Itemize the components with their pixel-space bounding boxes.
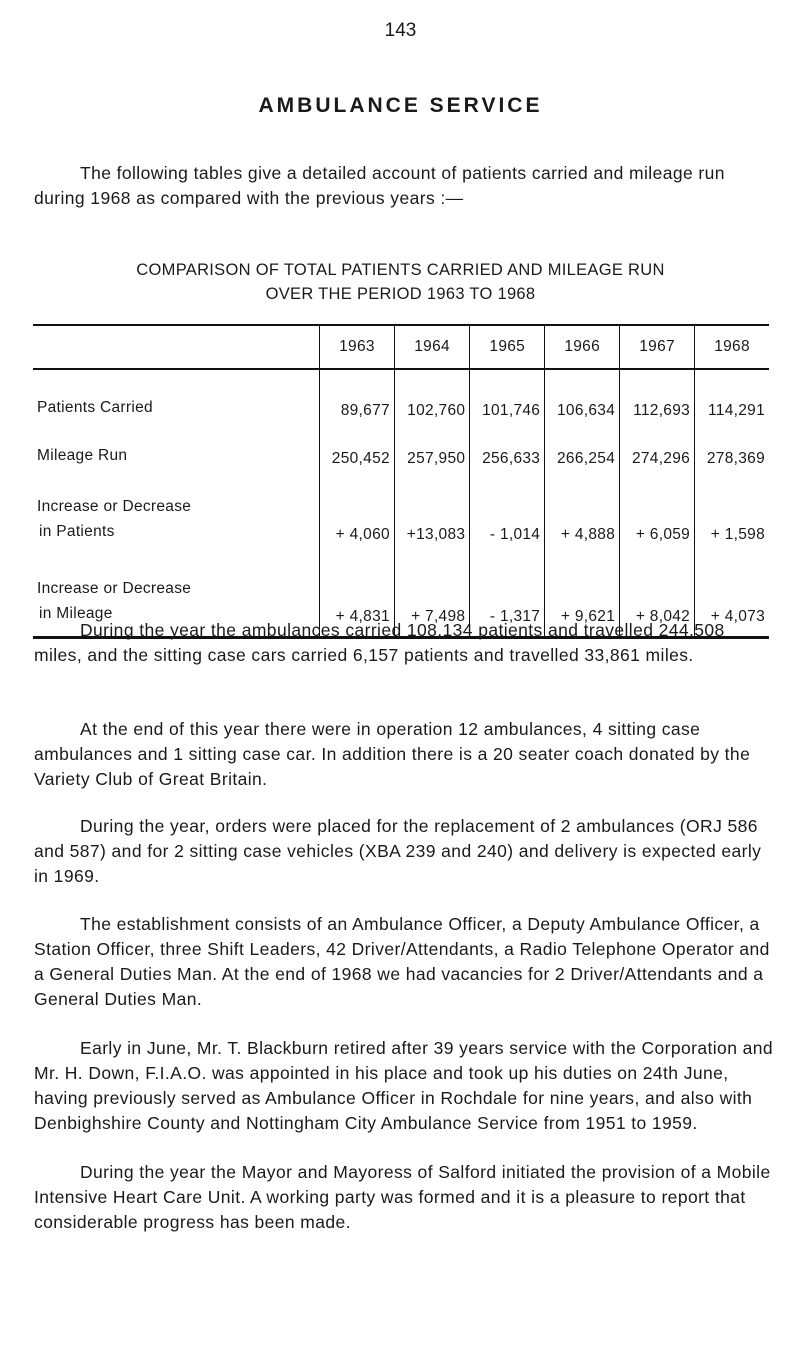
year-header: 1968 (695, 325, 769, 369)
table-cell: 274,296 (620, 426, 695, 474)
year-header: 1963 (320, 325, 395, 369)
row-label-line: Mileage Run (37, 447, 128, 464)
year-header: 1965 (470, 325, 545, 369)
table-cell: 102,760 (394, 369, 469, 426)
table-cell: 89,677 (320, 369, 395, 426)
page-title: AMBULANCE SERVICE (258, 94, 543, 117)
row-label (33, 369, 320, 426)
row-label-line: Patients Carried (37, 399, 153, 416)
table-cell: + 6,059 (620, 474, 695, 550)
table-cell: 101,746 (470, 369, 545, 426)
table-cell: + 8,042 (620, 550, 695, 638)
table-row-patients-carried (33, 369, 769, 426)
table-row-patients-change (33, 474, 769, 550)
header-blank-cell (33, 325, 320, 369)
staff-change-paragraph: Early in June, Mr. T. Blackburn retired after 39 years service with the Corporation and Mr. H. Down, F.I.A.O. was appointed in his place and took up his duties on 24th June, having previously served as Ambulance Officer in Rochdale for nine years, and also with Denbighshire County and Nottingham City Ambulance Service from 1951 to 1959. (34, 1038, 773, 1133)
table-cell: + 1,598 (695, 474, 769, 550)
row-label (33, 474, 320, 550)
table-cell: - 1,317 (470, 550, 545, 638)
table-title-line-1: COMPARISON OF TOTAL PATIENTS CARRIED AND MILEAGE RUN (136, 261, 665, 279)
table-cell: + 7,498 (394, 550, 469, 638)
row-label-line: Increase or Decrease (37, 580, 192, 597)
table-cell: + 4,888 (545, 474, 620, 550)
fleet-paragraph: At the end of this year there were in operation 12 ambulances, 4 sitting case ambulances and 1 sitting case car. In addition there is a 20 seater coach donated by the Variety Club of Great Britain. (34, 719, 751, 789)
year-header: 1966 (545, 325, 620, 369)
table-cell: 256,633 (470, 426, 545, 474)
intro-paragraph: The following tables give a detailed account of patients carried and mileage run during 1968 as compared with the previous years :— (34, 163, 725, 208)
table-cell: + 9,621 (545, 550, 620, 638)
table-cell: 257,950 (394, 426, 469, 474)
row-label (33, 426, 320, 474)
table-cell: 106,634 (545, 369, 620, 426)
year-header: 1967 (620, 325, 695, 369)
table-cell: + 4,073 (695, 550, 769, 638)
row-label-line: in Mileage (39, 605, 113, 622)
table-cell: 278,369 (695, 426, 769, 474)
table-cell: 266,254 (545, 426, 620, 474)
vehicle-usage-paragraph: During the year the ambulances carried 108,134 patients and travelled 244,508 miles, and the sitting case cars carried 6,157 patients and travelled 33,861 miles. (34, 620, 725, 665)
table-cell: + 4,060 (320, 474, 395, 550)
row-label-line: Increase or Decrease (37, 498, 192, 515)
table-header-row (33, 325, 769, 369)
year-header: 1964 (394, 325, 469, 369)
table-row-mileage-run (33, 426, 769, 474)
establishment-paragraph: The establishment consists of an Ambulance Officer, a Deputy Ambulance Officer, a Station Officer, three Shift Leaders, 42 Driver/Attendants, a Radio Telephone Operator and a General Duties Man. At the end of 1968 we had vacancies for 2 Driver/Attendants and a General Duties Man. (34, 914, 770, 1009)
table-title-line-2: OVER THE PERIOD 1963 TO 1968 (265, 285, 536, 303)
table-cell: + 4,831 (320, 550, 395, 638)
table-cell: +13,083 (394, 474, 469, 550)
heart-care-paragraph: During the year the Mayor and Mayoress of Salford initiated the provision of a Mobile Intensive Heart Care Unit. A working party was formed and it is a pleasure to report that considerable progress has been made. (34, 1162, 771, 1232)
table-cell: 112,693 (620, 369, 695, 426)
comparison-table (33, 324, 769, 639)
table-cell: - 1,014 (470, 474, 545, 550)
page-number: 143 (384, 20, 417, 41)
table-cell: 114,291 (695, 369, 769, 426)
orders-paragraph: During the year, orders were placed for the replacement of 2 ambulances (ORJ 586 and 587) and for 2 sitting case vehicles (XBA 239 and 240) and delivery is expected early in 1969. (34, 816, 762, 886)
row-label-line: in Patients (39, 523, 115, 540)
table-cell: 250,452 (320, 426, 395, 474)
